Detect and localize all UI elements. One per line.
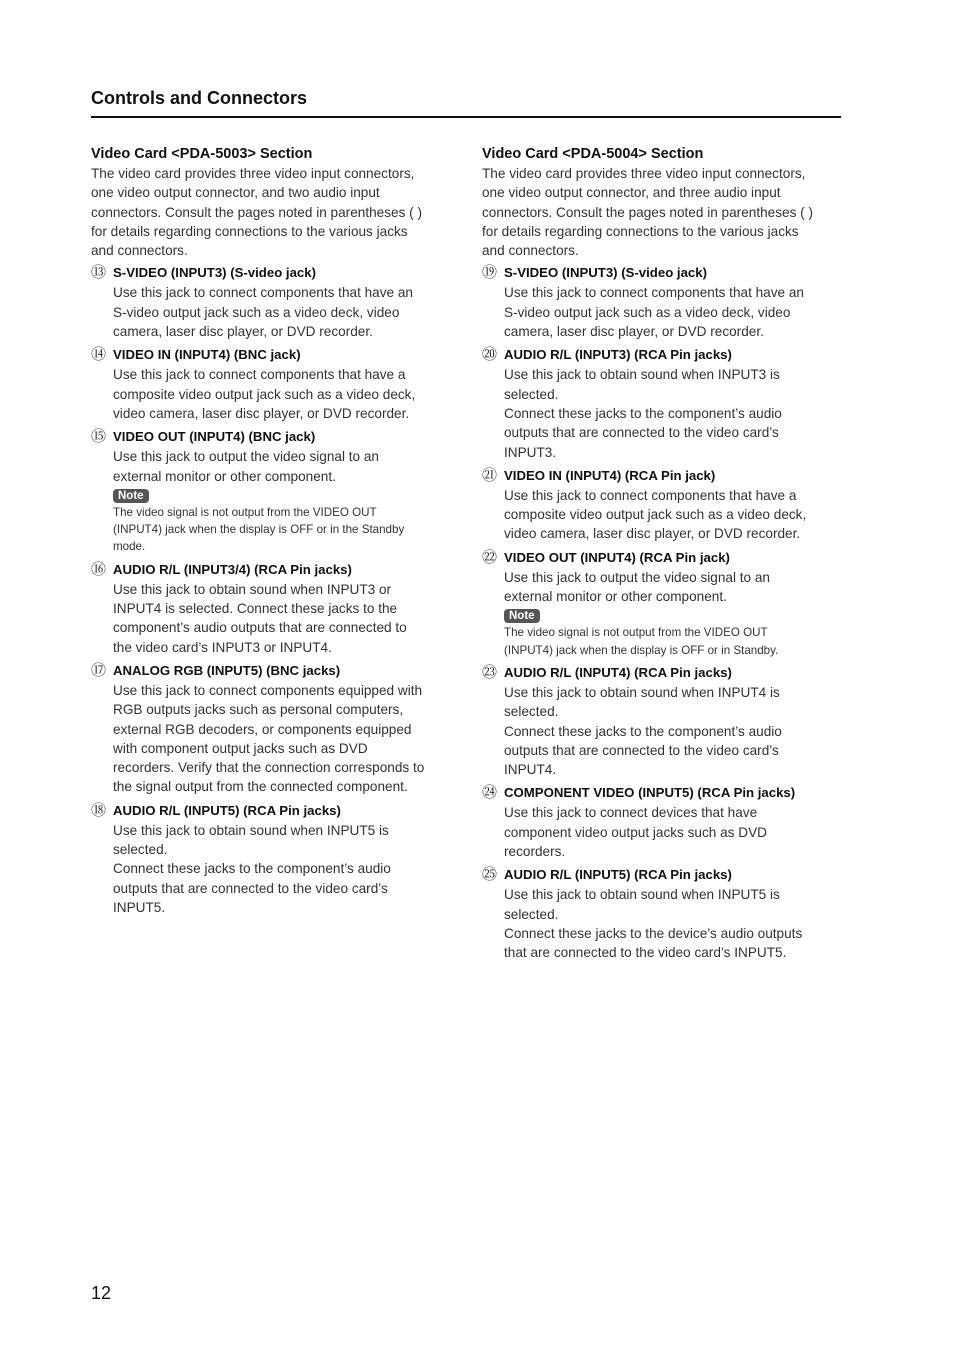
item-number: ⑰ <box>91 661 107 679</box>
item-title: S-VIDEO (INPUT3) (S-video jack) <box>113 265 316 281</box>
list-item <box>482 865 834 962</box>
note-badge: Note <box>113 489 149 503</box>
item-description: Use this jack to connect components that have an S-video output jack such as a video deck, video camera, laser disc player, or DVD recorder. <box>113 285 413 340</box>
item-number: ⑮ <box>91 428 107 446</box>
item-title: AUDIO R/L (INPUT4) (RCA Pin jacks) <box>504 664 732 680</box>
item-number: ㉕ <box>482 866 498 884</box>
list-item <box>91 263 453 341</box>
item-description: Use this jack to connect components equipped with RGB outputs jacks such as personal computers, external RGB decoders, or components equipped with component output jacks such as DVD recorders. Verify that the connection corresponds to the signal output from the connected component. <box>113 682 425 795</box>
item-number: ⑳ <box>482 346 498 364</box>
item-number: ㉔ <box>482 784 498 802</box>
item-number: ⑭ <box>91 346 107 364</box>
item-description: Use this jack to output the video signal to an external monitor or other component. <box>113 449 379 484</box>
item-description: Use this jack to obtain sound when INPUT5 is selected. Connect these jacks to the device’s audio outputs that are connected to the video card’s INPUT5. <box>504 887 803 961</box>
item-number: ⑱ <box>91 801 107 819</box>
list-item <box>482 466 834 544</box>
left-column <box>91 144 453 921</box>
section-intro: The video card provides three video input connectors, one video output connector, and three audio input connectors. Consult the pages noted in parentheses ( ) for details regarding connections to the various jacks and connectors. <box>482 166 813 259</box>
item-number: ⑬ <box>91 264 107 282</box>
item-description: Use this jack to connect devices that have component video output jacks such as DVD recorders. <box>504 805 767 860</box>
note-text: The video signal is not output from the VIDEO OUT (INPUT4) jack when the display is OFF or in the Standby mode. <box>113 505 405 554</box>
item-number: ㉑ <box>482 466 498 484</box>
list-item <box>482 663 834 779</box>
section-intro: The video card provides three video input connectors, one video output connector, and two audio input connectors. Consult the pages noted in parentheses ( ) for details regarding connections to the various jacks and connectors. <box>91 166 422 259</box>
item-title: AUDIO R/L (INPUT3/4) (RCA Pin jacks) <box>113 561 352 577</box>
item-description: Use this jack to connect components that have a composite video output jack such as a video deck, video camera, laser disc player, or DVD recorder. <box>113 367 416 421</box>
item-description: Use this jack to connect components that have an S-video output jack such as a video deck, video camera, laser disc player, or DVD recorder. <box>504 285 804 340</box>
section-title-pda-5003: Video Card <PDA-5003> Section <box>91 146 313 162</box>
right-column <box>482 144 834 967</box>
list-item <box>482 548 834 659</box>
page-number: 12 <box>91 1283 112 1303</box>
note-badge: Note <box>504 609 540 623</box>
item-title: COMPONENT VIDEO (INPUT5) (RCA Pin jacks) <box>504 785 796 801</box>
section-title-pda-5004: Video Card <PDA-5004> Section <box>482 146 704 162</box>
item-description: Use this jack to output the video signal to an external monitor or other component. <box>504 569 770 605</box>
item-description: Use this jack to obtain sound when INPUT4 is selected. Connect these jacks to the component’s audio outputs that are connected to the video card’s INPUT4. <box>504 684 782 778</box>
list-item <box>482 263 834 341</box>
list-item <box>482 783 834 861</box>
list-item <box>91 345 453 423</box>
header-divider <box>91 116 841 118</box>
item-title: ANALOG RGB (INPUT5) (BNC jacks) <box>113 662 341 678</box>
item-title: VIDEO OUT (INPUT4) (RCA Pin jack) <box>504 549 730 565</box>
item-description: Use this jack to obtain sound when INPUT3 or INPUT4 is selected. Connect these jacks to the component’s audio outputs that are connected to the video card’s INPUT3 or INPUT4. <box>113 581 407 655</box>
page-title: Controls and Connectors <box>91 88 308 108</box>
item-number: ⑲ <box>482 264 498 282</box>
item-title: VIDEO IN (INPUT4) (RCA Pin jack) <box>504 467 716 483</box>
item-description: Use this jack to connect components that have a composite video output jack such as a video deck, video camera, laser disc player, or DVD recorder. <box>504 487 807 542</box>
item-number: ㉒ <box>482 548 498 566</box>
item-description: Use this jack to obtain sound when INPUT5 is selected. Connect these jacks to the component’s audio outputs that are connected to the video card’s INPUT5. <box>113 822 391 915</box>
item-description: Use this jack to obtain sound when INPUT3 is selected. Connect these jacks to the component’s audio outputs that are connected to the video card’s INPUT3. <box>504 367 782 460</box>
item-number: ⑯ <box>91 560 107 578</box>
note-text: The video signal is not output from the VIDEO OUT (INPUT4) jack when the display is OFF or in Standby. <box>504 626 779 657</box>
list-item <box>482 345 834 461</box>
item-title: VIDEO IN (INPUT4) (BNC jack) <box>113 347 301 363</box>
list-item <box>91 427 453 555</box>
list-item <box>91 661 453 797</box>
list-item <box>91 801 453 917</box>
item-number: ㉓ <box>482 663 498 681</box>
item-title: AUDIO R/L (INPUT3) (RCA Pin jacks) <box>504 347 732 363</box>
item-title: S-VIDEO (INPUT3) (S-video jack) <box>504 265 707 281</box>
item-title: AUDIO R/L (INPUT5) (RCA Pin jacks) <box>504 867 732 883</box>
item-title: AUDIO R/L (INPUT5) (RCA Pin jacks) <box>113 802 341 818</box>
item-title: VIDEO OUT (INPUT4) (BNC jack) <box>113 429 316 445</box>
list-item <box>91 560 453 657</box>
